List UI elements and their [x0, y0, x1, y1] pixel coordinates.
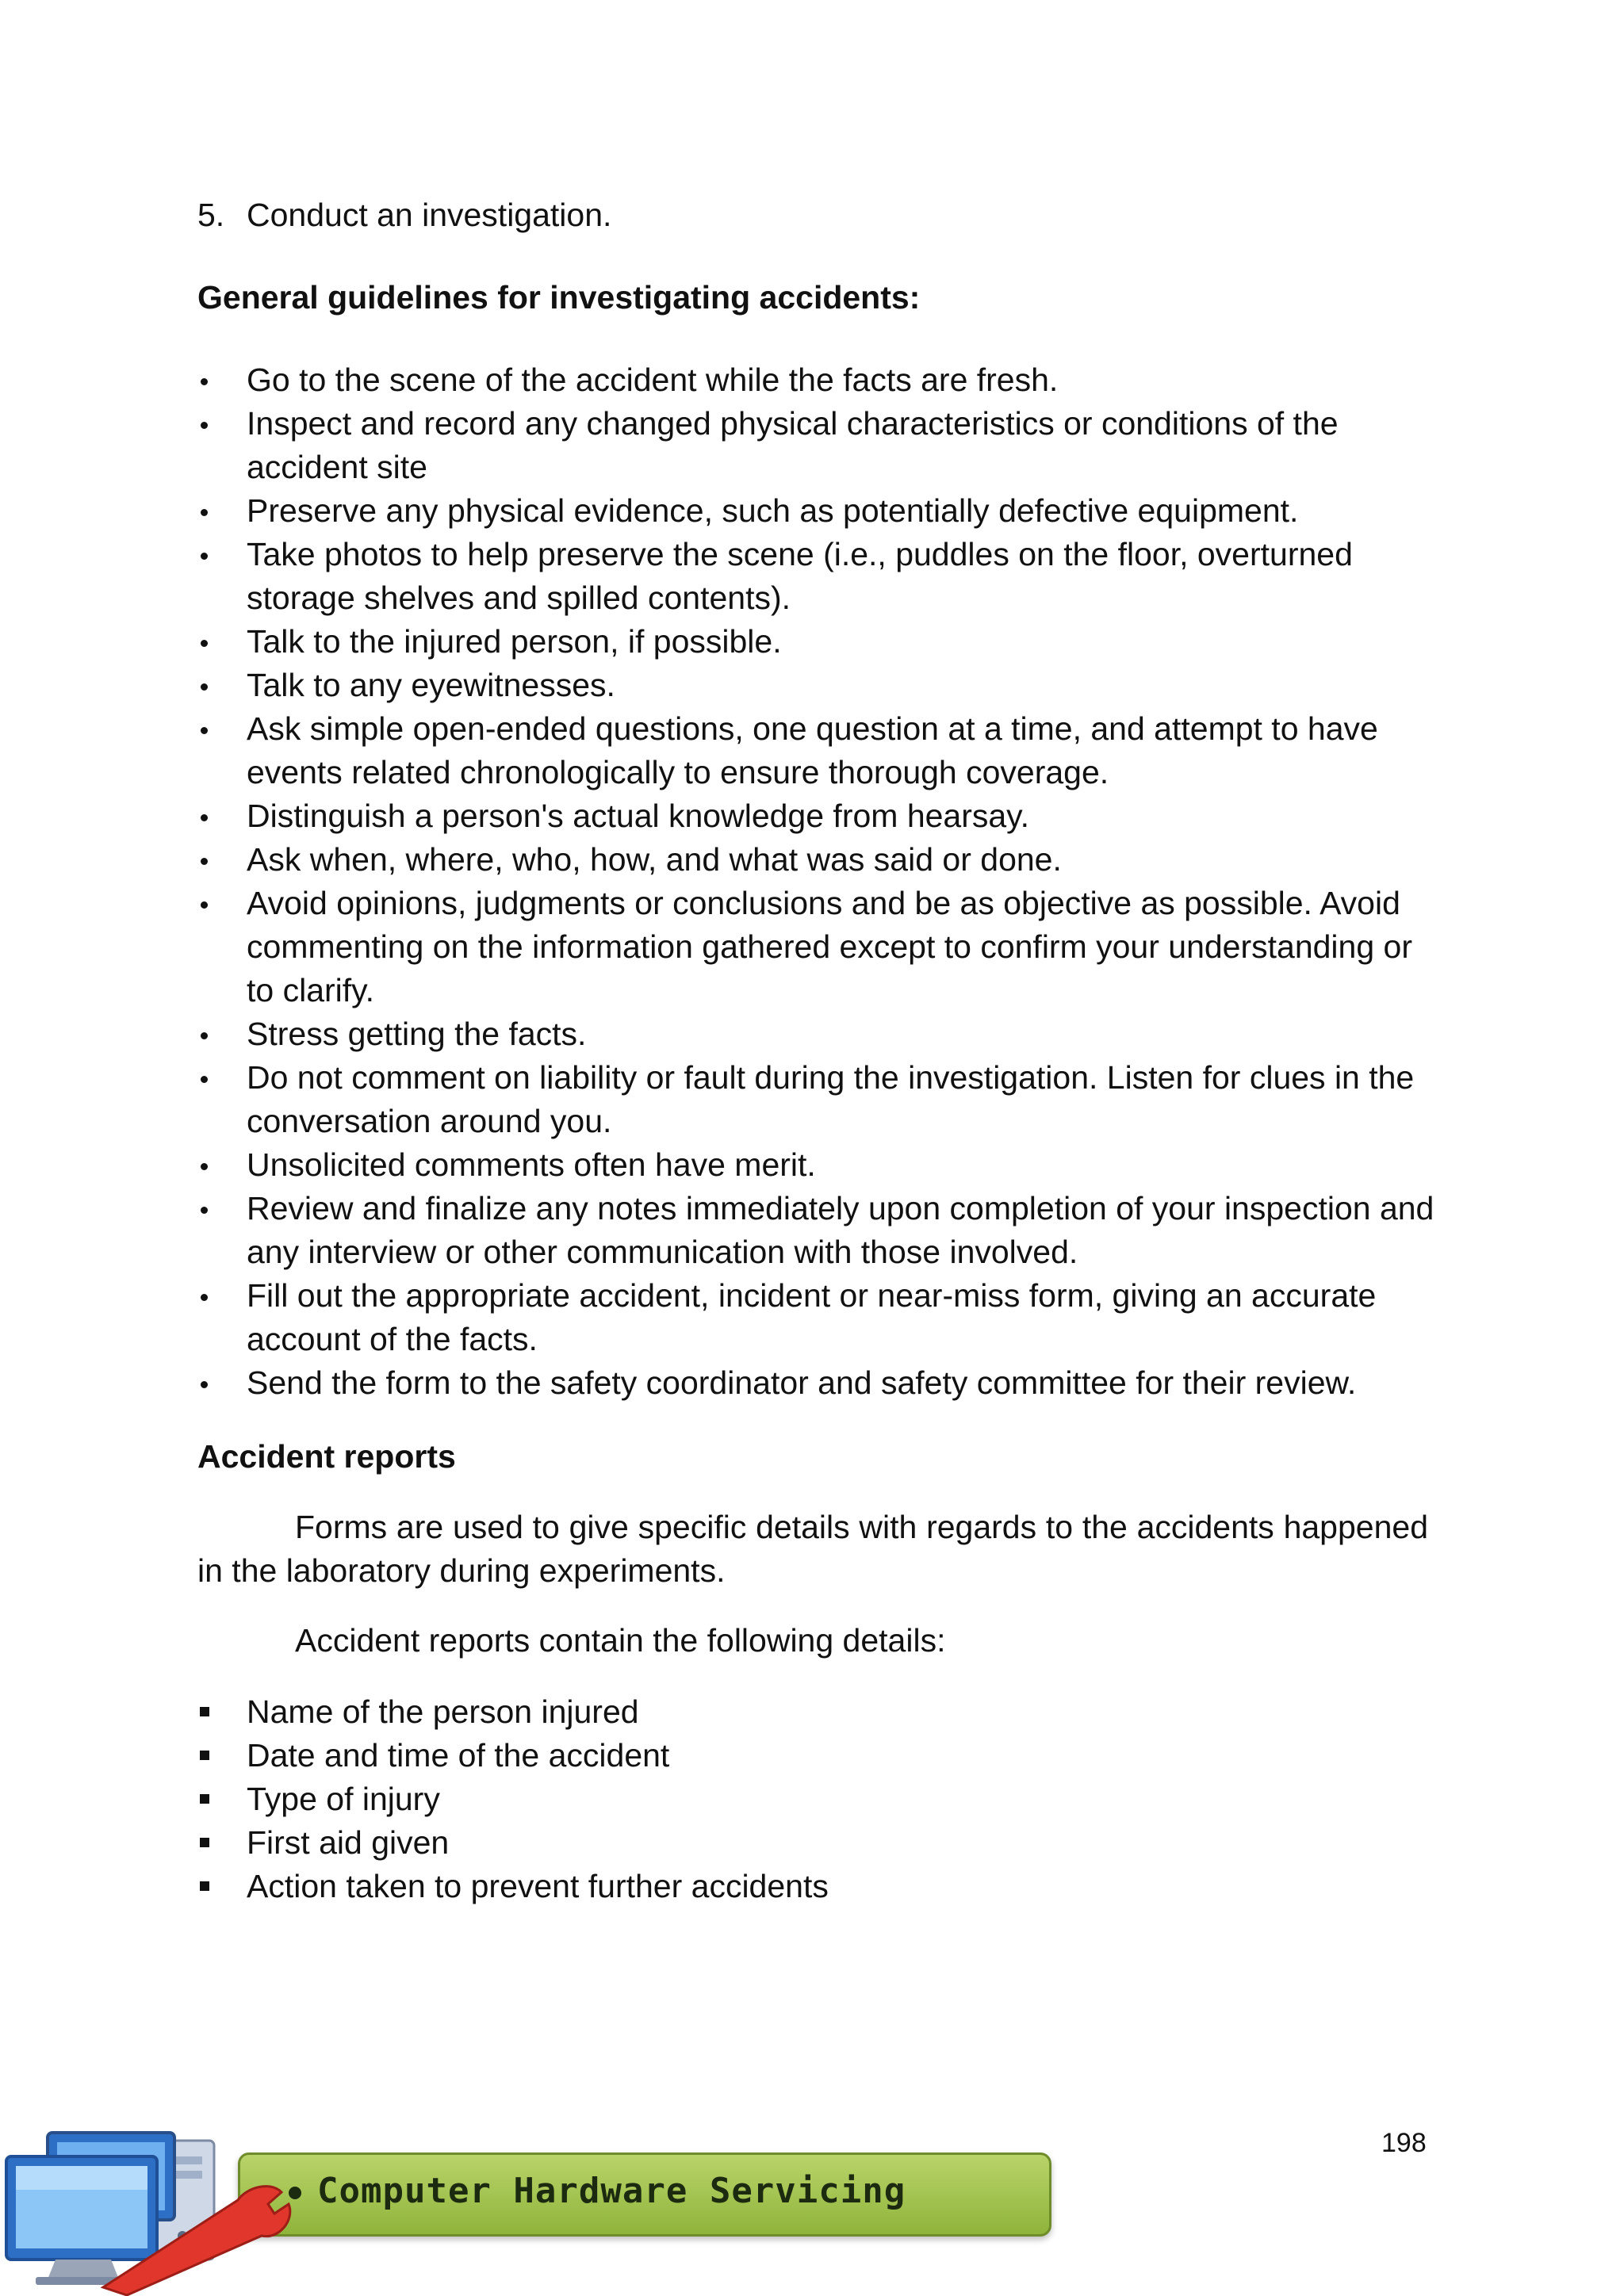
list-item: Talk to any eyewitnesses. [247, 667, 615, 703]
list-item: Preserve any physical evidence, such as potentially defective equipment. [247, 492, 1299, 529]
reports-paragraph: Forms are used to give specific details with regards to the accidents happened in the laboratory during experiments. [197, 1509, 1428, 1589]
list-item: Take photos to help preserve the scene (i.e., puddles on the floor, overturned storage shelves and spilled contents). [247, 536, 1353, 616]
list-item: Talk to the injured person, if possible. [247, 623, 782, 660]
numbered-step [197, 193, 611, 237]
list-item: Go to the scene of the accident while the facts are fresh. [247, 362, 1059, 398]
list-item: Review and finalize any notes immediately upon completion of your inspection and any interview or other communication with those involved. [247, 1190, 1434, 1270]
list-item: Avoid opinions, judgments or conclusions and be as objective as possible. Avoid commenting on the information gathered except to confirm your understanding or to clarify. [247, 885, 1412, 1008]
footer-banner-label: Computer Hardware Servicing [317, 2171, 906, 2211]
step-text: Conduct an investigation. [247, 197, 612, 233]
guidelines-heading: General guidelines for investigating accidents: [197, 279, 921, 316]
reports-heading: Accident reports [197, 1438, 456, 1475]
list-item: Ask when, where, who, how, and what was said or done. [247, 841, 1062, 878]
list-item: Stress getting the facts. [247, 1016, 587, 1052]
list-item: Distinguish a person's actual knowledge from hearsay. [247, 798, 1030, 834]
list-item: Action taken to prevent further accidents [247, 1868, 829, 1904]
list-item: First aid given [247, 1824, 450, 1861]
guidelines-list [197, 358, 1434, 1405]
list-item: Date and time of the accident [247, 1737, 670, 1774]
computer-wrench-icon [0, 2125, 333, 2296]
report-details-list [197, 1690, 1434, 1908]
list-item: Do not comment on liability or fault during the investigation. Listen for clues in the conversation around you. [247, 1059, 1415, 1139]
page-number: 198 [1381, 2128, 1427, 2158]
reports-intro: Accident reports contain the following details: [295, 1622, 946, 1659]
list-item: Unsolicited comments often have merit. [247, 1146, 816, 1183]
list-item: Fill out the appropriate accident, incident or near-miss form, giving an accurate account of the facts. [247, 1277, 1377, 1357]
list-item: Inspect and record any changed physical characteristics or conditions of the accident site [247, 405, 1339, 485]
list-item: Send the form to the safety coordinator and safety committee for their review. [247, 1364, 1357, 1401]
list-item: Name of the person injured [247, 1693, 639, 1730]
list-item: Type of injury [247, 1781, 440, 1817]
list-item: Ask simple open-ended questions, one question at a time, and attempt to have events related chronologically to ensure thorough coverage. [247, 710, 1378, 790]
step-number: 5. [197, 197, 225, 233]
